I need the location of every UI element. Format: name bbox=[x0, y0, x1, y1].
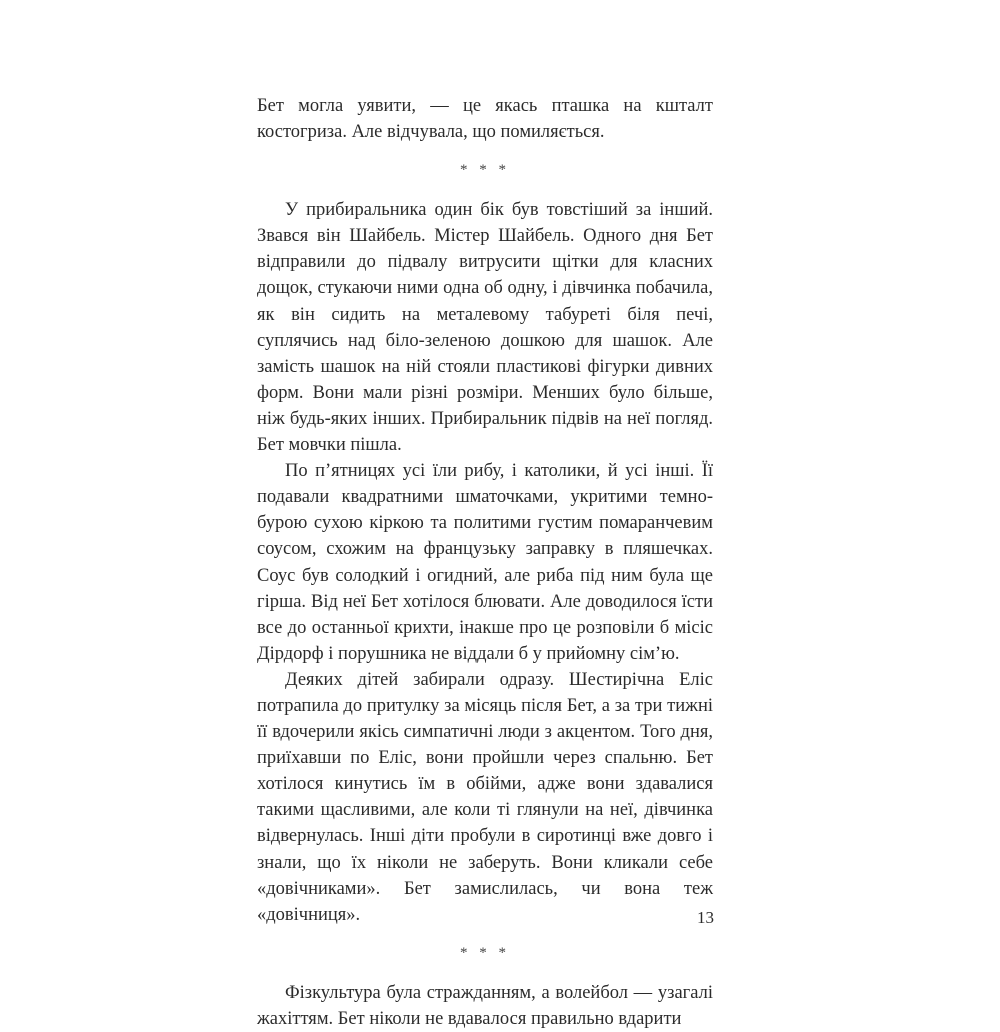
body-text bbox=[257, 93, 713, 1032]
paragraph-pe-class: Фізкультура була стражданням, а волейбол — узагалі жахіттям. Бет ніколи не вдавалося правильно вдарити bbox=[257, 982, 713, 1029]
page-number: 13 bbox=[697, 908, 714, 927]
paragraph-adoption: Деяких дітей забирали одразу. Шестирічна Еліс потрапила до притулку за місяць після Бет, а за три тижні її вдочерили якісь симпатичні люди з акцентом. Того дня, приїхавши по Еліс, вони пройшли через спальню. Бет хотілося кинутись їм в обійми, адже вони здавалися такими щасливими, але коли ті глянули на неї, дівчинка відвернулась. Інші діти пробули в сиротинці вже довго і знали, що їх ніколи не заберуть. Вони кликали себе «довічниками». Бет замислилась, чи вона теж «довічниця». bbox=[257, 669, 713, 925]
section-separator: * * * bbox=[460, 944, 510, 961]
opening-paragraph: Бет могла уявити, — це якась пташка на кшталт костогриза. Але відчувала, що помиляється. bbox=[257, 96, 713, 143]
paragraph-fish-fridays: По п’ятницях усі їли рибу, і католики, й усі інші. Її подавали квадратними шматочками, укритими темно-бурою сухою кіркою та политими густим помаранчевим соусом, схожим на французьку заправку в пляшечках. Соус був солодкий і огидний, але риба під ним була ще гірша. Від неї Бет хотілося блювати. Але доводилося їсти все до останньої крихти, інакше про це розповіли б місіс Дірдорф і порушника не віддали б у прийомну сім’ю. bbox=[257, 461, 713, 664]
section-separator: * * * bbox=[460, 162, 510, 179]
paragraph-janitor: У прибиральника один бік був товстіший за інший. Звався він Шайбель. Містер Шайбель. Одного дня Бет відправили до підвалу витрусити щітки для класних дощок, стукаючи ними одна об одну, і дівчинка побачила, як він сидить на металевому табуреті біля печі, суплячись над біло-зеленою дошкою для шашок. Але замість шашок на ній стояли пластикові фігурки дивних форм. Вони мали різні розміри. Менших було більше, ніж будь-яких інших. Прибиральник підвів на неї погляд. Бет мовчки пішла. bbox=[257, 200, 713, 456]
